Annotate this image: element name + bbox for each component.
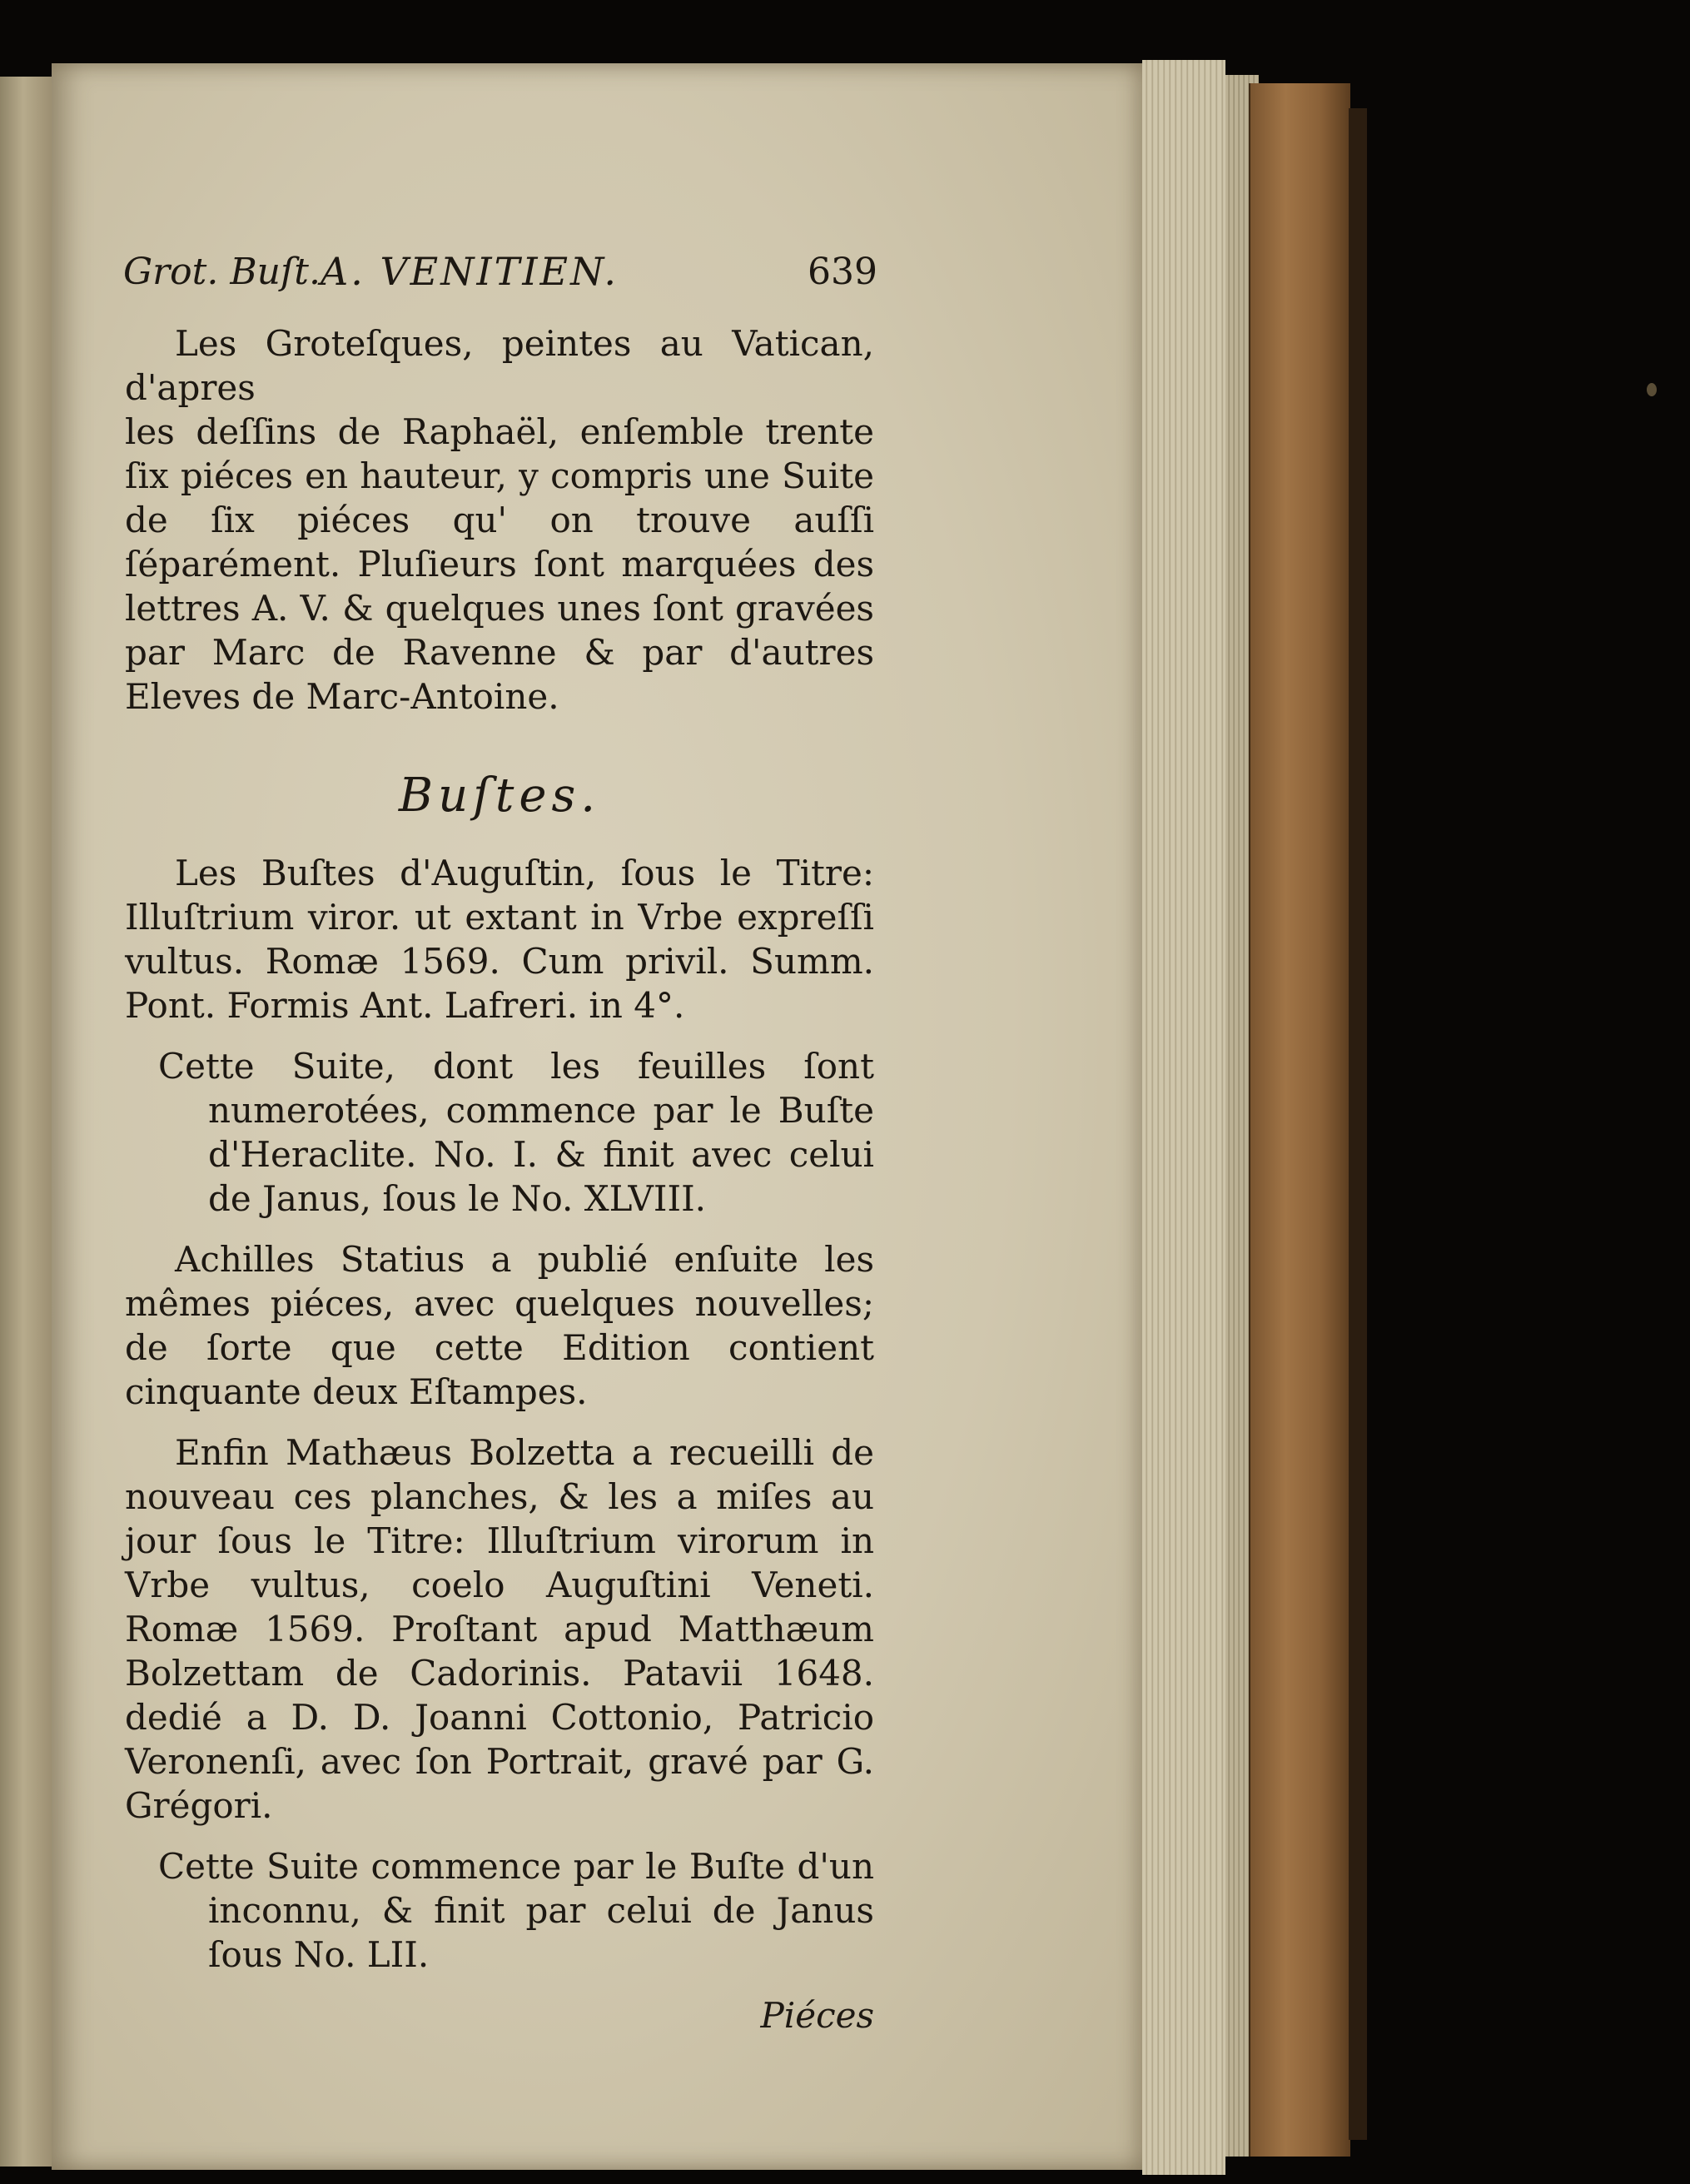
page-number: 639 bbox=[808, 251, 877, 293]
dust-speck bbox=[1647, 383, 1657, 396]
facing-page-edge bbox=[0, 77, 54, 2167]
paragraph-suite-note: Cette Suite, dont les feuilles ſont numerotées, commence par le Buſte d'Heraclite. No. I. & finit avec celui de Janus, ſous le No. XLVIII. bbox=[158, 1046, 874, 1219]
page-block-edges bbox=[1142, 60, 1225, 2175]
binding-shadow bbox=[1349, 108, 1367, 2140]
paragraph-bustes-title: Les Buſtes d'Auguſtin, ſous le Titre: Illuſtrium viror. ut extant in Vrbe expreſſi vultus. Romæ 1569. Cum privil. Summ. Pont. Formis Ant. Lafreri. in 4°. bbox=[125, 853, 874, 1026]
paragraph-suite-note-2: Cette Suite commence par le Buſte d'un inconnu, & finit par celui de Janus ſous No. LII. bbox=[158, 1846, 874, 1975]
header-left: Grot. Buſt. bbox=[123, 251, 321, 293]
paragraph-bolzetta: Enfin Mathæus Bolzetta a recueilli de nouveau ces planches, & les a miſes au jour ſous le Titre: Illuſtrium virorum in Vrbe vultus, coelo Auguſtini Veneti. Romæ 1569. Proſtant apud Matthæum Bolzettam de Cadorinis. Patavii 1648. dedié a D. D. Joanni Cottonio, Patricio Veronenſi, avec ſon Portrait, gravé par G. Grégori. bbox=[125, 1432, 874, 1826]
page-text bbox=[123, 249, 877, 2037]
leather-binding bbox=[1249, 83, 1350, 2157]
paragraph-grotesques-2: les deſſins de Raphaël, enſemble trente ſix piéces en hauteur, y compris une Suite de ſix piéces qu' on trouve auſſi ſéparément. Pluſieurs ſont marquées des lettres A. V. & quelques unes ſont gravées par Marc de Ravenne & par d'autres Eleves de Marc-Antoine. bbox=[125, 411, 874, 717]
catchword: Piéces bbox=[760, 1995, 874, 2036]
running-header bbox=[123, 249, 877, 300]
paragraph-statius: Achilles Statius a publié enſuite les mêmes piéces, avec quelques nouvelles; de ſorte que cette Edition contient cinquante deux Eſtampes. bbox=[125, 1239, 874, 1412]
paragraph-grotesques-1: Les Groteſques, peintes au Vatican, d'apres bbox=[125, 323, 874, 408]
header-title: A. VENITIEN. bbox=[321, 249, 619, 294]
section-heading: Buſtes. bbox=[398, 769, 601, 823]
